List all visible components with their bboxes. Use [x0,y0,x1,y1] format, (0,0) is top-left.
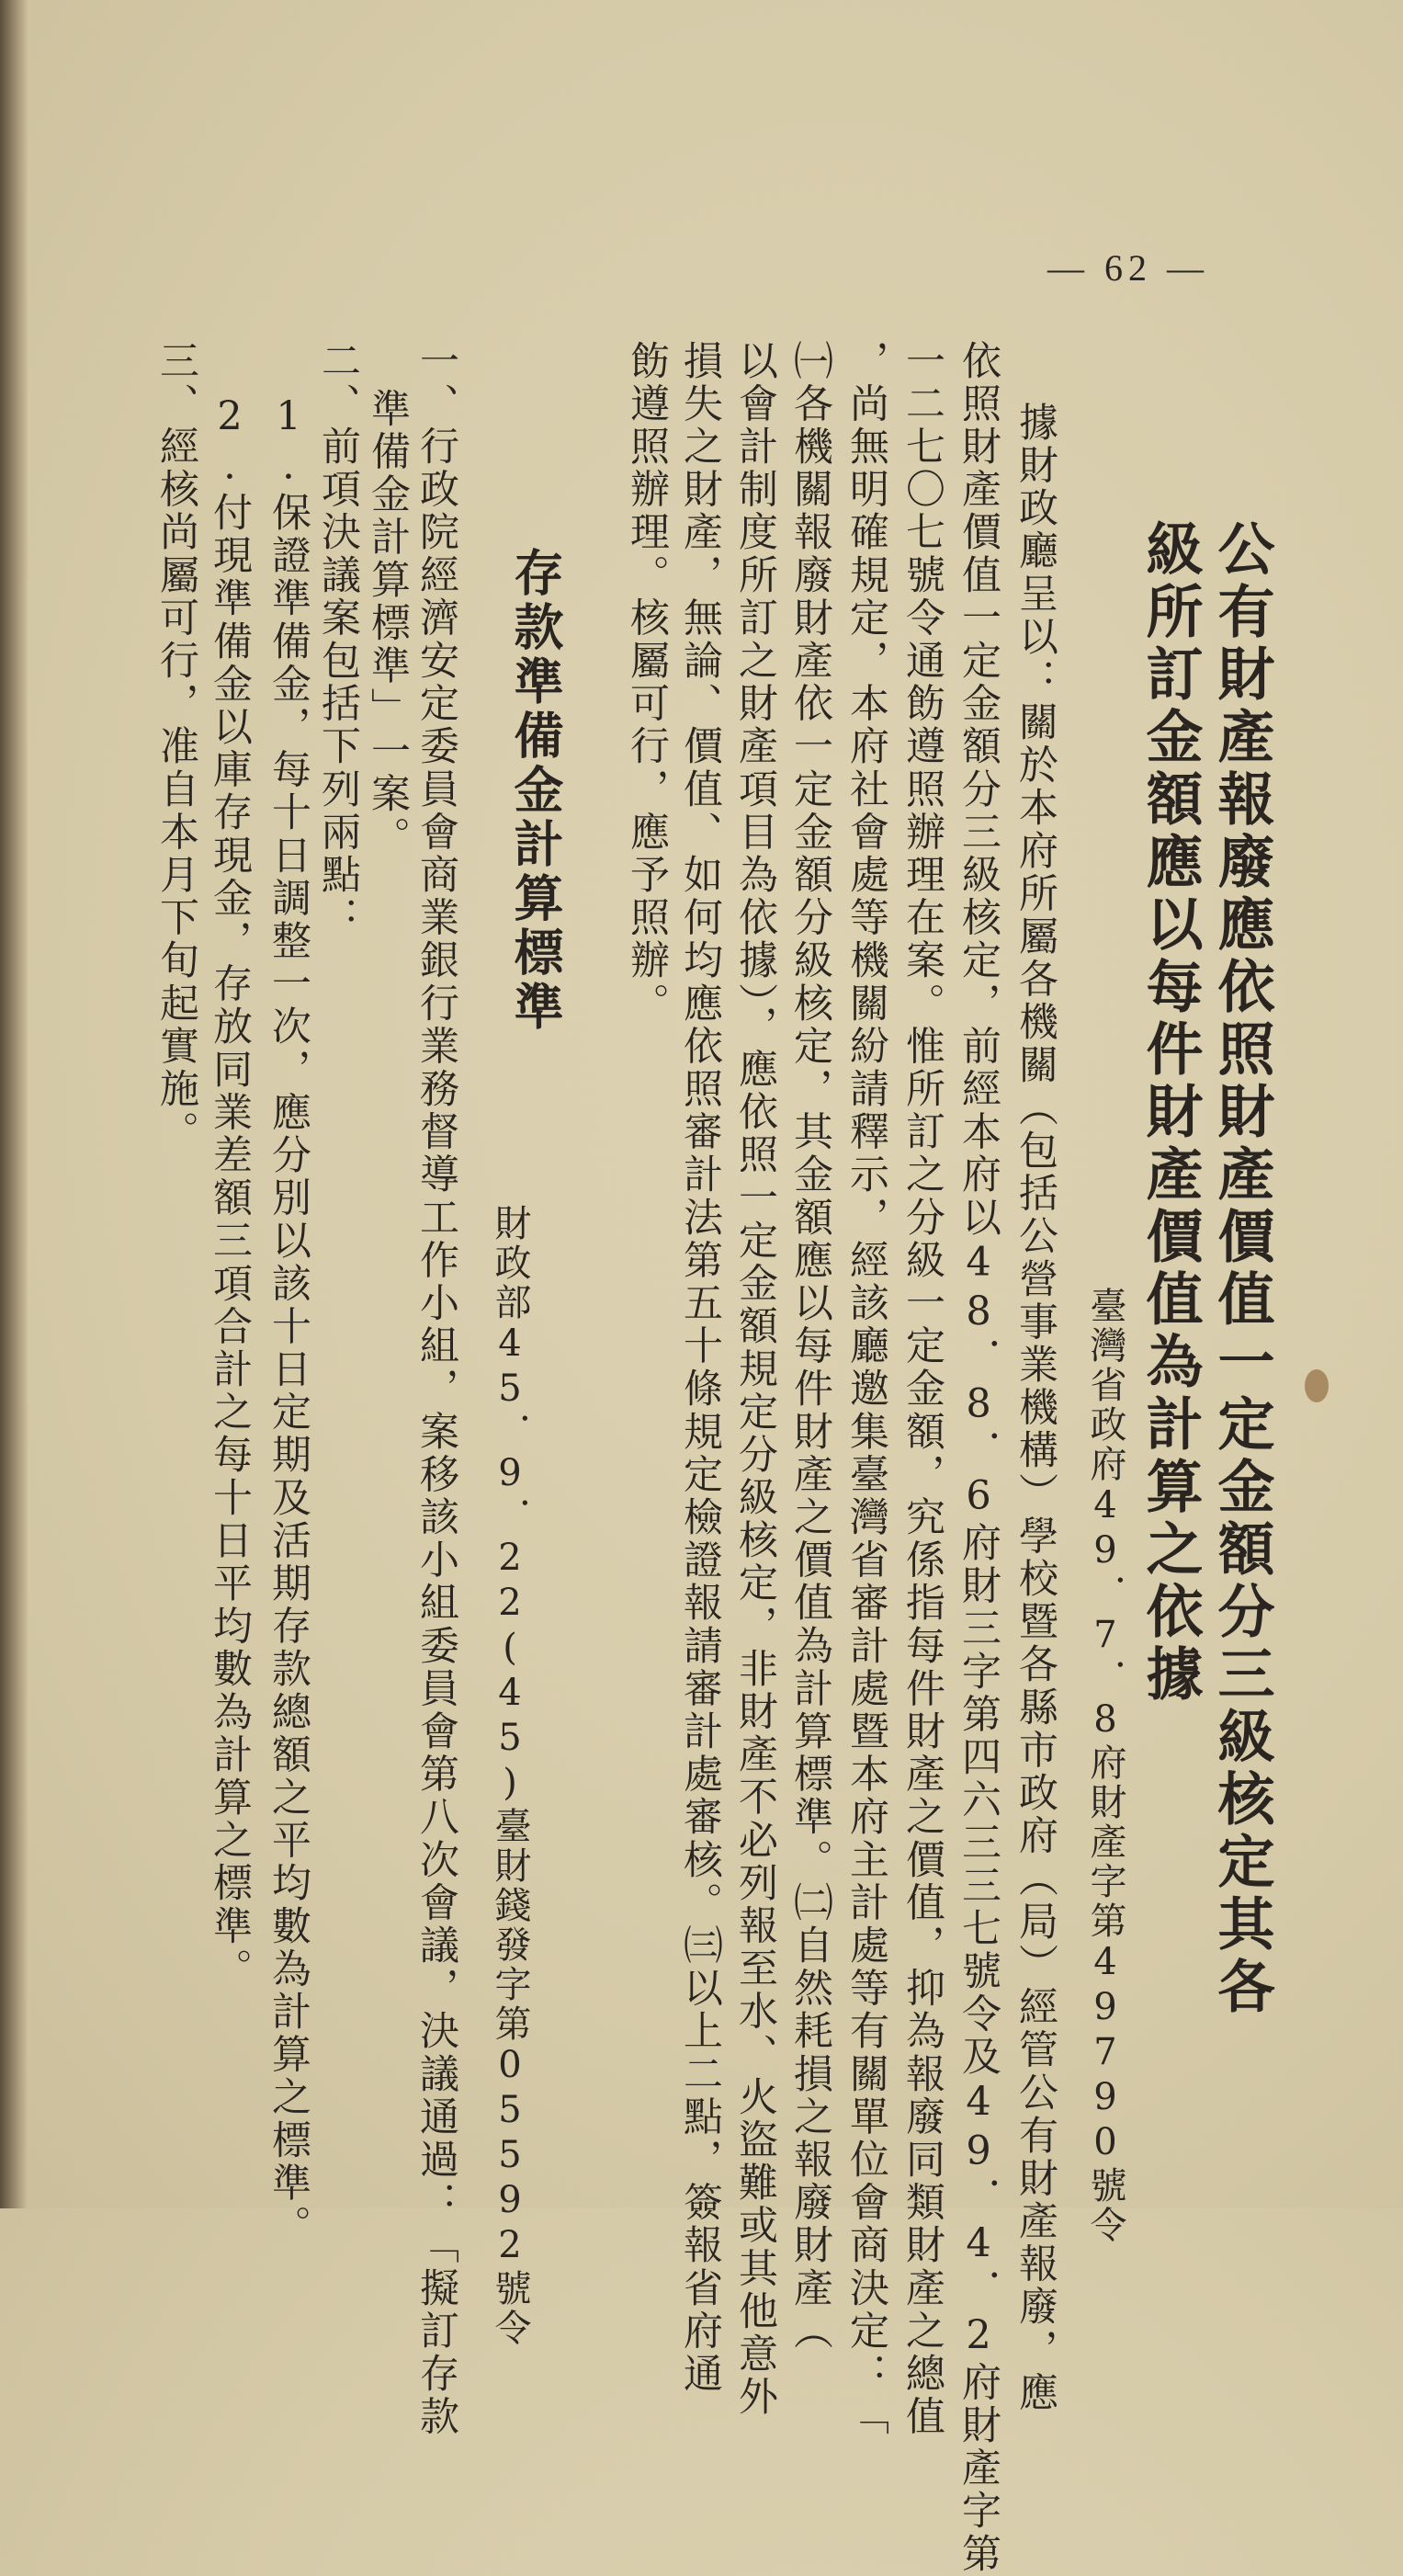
book-gutter [0,0,28,2208]
section1-body-line: 一二七〇七號令通飭遵照辦理在案。惟所訂之分級一定金額，究係指每件財產之價值，抑為報廢同類財產之總值 [900,340,945,2439]
page-number: — 62 — [1047,247,1209,289]
section1-body-line: 損失之財產，無論、價值、如何均應依照審計法第五十條規定檢證報請審計處審核。㈢以上二點，簽報省府通 [677,340,723,2396]
section2-item-1-cont: 準備金計算標準」一案。 [365,388,411,859]
section1-body-line: 依照財產價值一定金額分三級核定，前經本府以48．8．6府財三字第四六三三七號令及49．4．2府財產字第 [956,340,1001,2576]
section1-title-line-1: 公有財產報廢應依照財產價值一定金額分三級核定其各 [1208,519,1275,2019]
section2-subitem-2: 2.付現準備金以庫存現金，存放同業差額三項合計之每十日平均數為計算之標準。 [207,393,253,1992]
section1-body-line: 飭遵照辦理。核屬可行，應予照辦。 [624,340,670,1026]
section1-body-line: 據財政廳呈以：關於本府所屬各機關（包括公營事業機構）學校暨各縣市政府（局）經管公有財產報廢，應 [1013,402,1058,2415]
section2-item-1: 一、行政院經濟安定委員會商業銀行業務督導工作小組，案移該小組委員會第八次會議，決議通過：「擬訂存款 [413,340,459,2439]
section1-title-line-2: 級所訂金額應以每件財產價值為計算之依據 [1137,519,1204,1707]
section2-item-2: 二、前項決議案包括下列兩點： [315,340,361,940]
section2-subitem-1: 1.保證準備金，每十日調整一次，應分別以該十日定期及活期存款總額之平均數為計算之標準。 [266,393,311,2248]
section1-reference: 臺灣省政府49．7．8府財產字第49790號令 [1084,1287,1126,2245]
section1-body-line: ㈠各機關報廢財產依一定金額分級核定，其金額應以每件財產之價值為計算標準。㈡自然耗損之報廢財產（ [787,340,833,2354]
section2-reference: 財政部45．9．22(45)臺財錢發字第05592號令 [489,1204,531,2348]
section1-body-line: 以會計制度所訂之財產項目為依據），應依照一定金額規定分級核定，非財產不必列報至水、火盜難或其他意外 [732,340,778,2419]
section1-body-line: ，尚無明確規定，本府社會處等機關紛請釋示，經該廳邀集臺灣省審計處暨本府主計處等有關單位會商決定：「 [843,340,889,2439]
section2-item-3: 三、經核尚屬可行，准自本月下旬起實施。 [153,340,199,1154]
section2-title: 存款準備金計算標準 [506,547,565,1035]
paper-stain [1305,1369,1329,1402]
